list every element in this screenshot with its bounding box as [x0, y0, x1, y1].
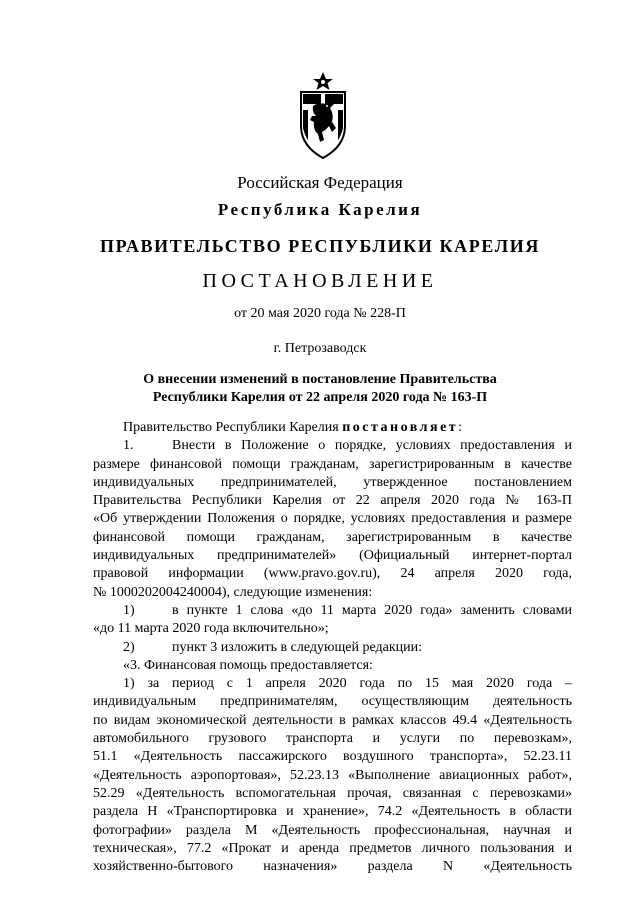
- item-number: 1): [123, 602, 135, 618]
- body-text-span: пункт 3 изложить в следующей редакции:: [172, 639, 422, 655]
- body-line: 52.29 «Деятельность вспомогательная прочая, связанная с перевозками»: [93, 785, 572, 801]
- body-line: финансовой помощи гражданам, зарегистрированным в качестве: [93, 529, 572, 545]
- spaced-verb: постановляет: [342, 420, 459, 435]
- body-text-span: :: [458, 420, 463, 435]
- body-line: «Об утверждении Положения о порядке, условиях предоставления и размере: [93, 511, 572, 527]
- body-line: 1) за период с 1 апреля 2020 года по 15 мая 2020 года –: [123, 676, 572, 692]
- item-number: 2): [123, 639, 135, 655]
- body-line: правовой информации (www.pravo.gov.ru), 24 апреля 2020 года,: [93, 566, 572, 582]
- body-line: индивидуальных предпринимателей, утвержденное постановлением: [93, 474, 572, 490]
- body-line: фотографии» раздела M «Деятельность профессиональная, научная и: [93, 822, 572, 838]
- document-type: ПОСТАНОВЛЕНИЕ: [202, 270, 438, 292]
- body-line: индивидуальным предпринимателям, осуществляющим деятельность: [93, 694, 572, 710]
- body-line: хозяйственно-бытового назначения» раздела N «Деятельность: [93, 859, 572, 875]
- resolution-title-line-1: О внесении изменений в постановление Правительства: [143, 372, 497, 387]
- body-text-span: Правительство Республики Карелия: [123, 420, 343, 435]
- body-line: [93, 602, 572, 620]
- body-line: раздела H «Транспортировка и хранение», 74.2 «Деятельность в области: [93, 804, 572, 820]
- body-line: 51.1 «Деятельность пассажирского воздушного транспорта», 52.23.11: [93, 749, 572, 765]
- body-line: Правительства Республики Карелия от 22 апреля 2020 года № 163-П: [93, 493, 572, 509]
- body-line: [93, 639, 572, 657]
- karelia-coat-of-arms-icon: [296, 70, 350, 160]
- government-line: ПРАВИТЕЛЬСТВО РЕСПУБЛИКИ КАРЕЛИЯ: [100, 236, 540, 256]
- document-body: [93, 419, 572, 876]
- body-line: [93, 437, 572, 455]
- body-line: техническая», 77.2 «Прокат и аренда предметов личного пользования и: [93, 840, 572, 856]
- item-number: 1.: [123, 438, 134, 454]
- body-line: «до 11 марта 2020 года включительно»;: [93, 621, 329, 637]
- resolution-title-line-2: Республики Карелия от 22 апреля 2020 года № 163-П: [152, 390, 488, 405]
- body-line: № 1000202004240004), следующие изменения:: [93, 584, 373, 600]
- body-line: по видам экономической деятельности в рамках классов 49.4 «Деятельность: [93, 712, 572, 728]
- date-number: от 20 мая 2020 года № 228-П: [234, 306, 406, 321]
- body-text-span: в пункте 1 слова «до 11 марта 2020 года» заменить словами: [172, 602, 572, 618]
- body-line: «3. Финансовая помощь предоставляется:: [123, 657, 373, 673]
- republic-line: Республика Карелия: [217, 200, 423, 219]
- body-line: «Деятельность аэропортовая», 52.23.13 «Выполнение авиационных работ»,: [93, 767, 572, 783]
- body-line: размере финансовой помощи гражданам, зарегистрированным в качестве: [93, 456, 572, 472]
- federation-line: Российская Федерация: [237, 173, 403, 192]
- body-line: [93, 419, 572, 437]
- body-line: автомобильного грузового транспорта и услуги по перевозкам»,: [93, 731, 572, 747]
- body-text-span: Внести в Положение о порядке, условиях предоставления и: [172, 438, 572, 454]
- city: г. Петрозаводск: [273, 341, 367, 356]
- body-line: индивидуальных предпринимателей» (Официальный интернет-портал: [93, 548, 572, 564]
